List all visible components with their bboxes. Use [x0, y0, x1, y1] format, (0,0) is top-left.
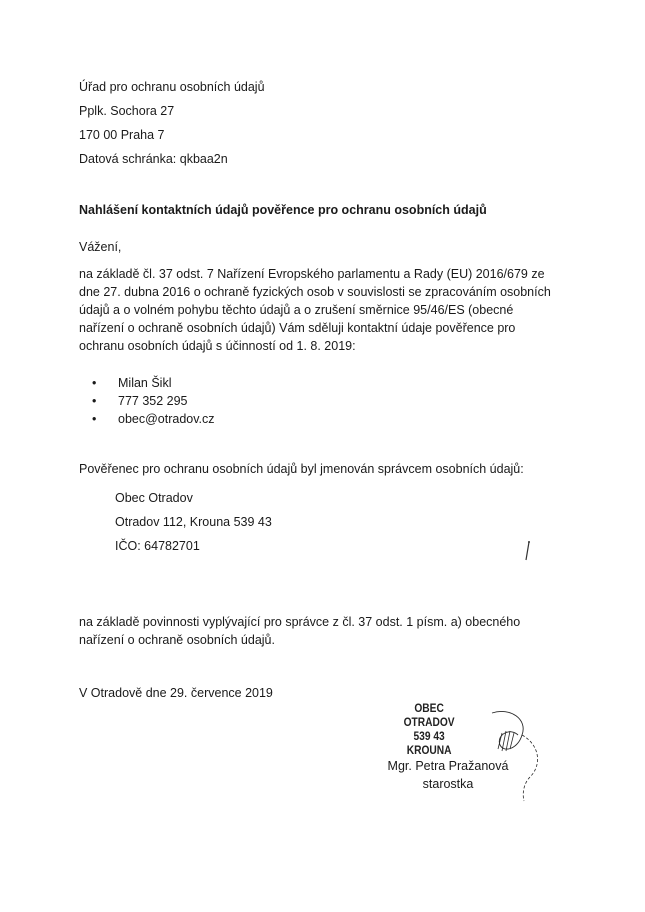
- pen-mark-icon: [522, 540, 532, 562]
- contact-email: • obec@otradov.cz: [92, 410, 215, 428]
- signer-block: [383, 757, 513, 793]
- basis-line: na základě povinnosti vyplývající pro správce z čl. 37 odst. 1 písm. a) obecného: [79, 615, 521, 629]
- appointed-statement: Pověřenec pro ochranu osobních údajů byl jmenován správcem osobních údajů:: [79, 462, 524, 476]
- salutation: Vážení,: [79, 240, 122, 254]
- contact-name: • Milan Šikl: [92, 374, 215, 392]
- controller-name: Obec Otradov: [115, 491, 193, 505]
- signer-role: starostka: [422, 777, 474, 791]
- intro-paragraph: [79, 265, 569, 355]
- controller-address: Otradov 112, Krouna 539 43: [115, 515, 272, 529]
- intro-line: ochranu osobních údajů s účinností od 1. 8. 2019:: [79, 339, 356, 353]
- intro-line: nařízení o ochraně osobních údajů) Vám sděluji kontaktní údaje pověřence pro: [79, 321, 516, 335]
- letter-subject: Nahlášení kontaktních údajů pověřence pro ochranu osobních údajů: [79, 203, 487, 217]
- signer-name: Mgr. Petra Pražanová: [387, 759, 509, 773]
- basis-paragraph: [79, 613, 569, 649]
- recipient-line-1: Úřad pro ochranu osobních údajů: [79, 80, 265, 94]
- basis-line: nařízení o ochraně osobních údajů.: [79, 633, 275, 647]
- intro-line: údajů a o volném pohybu těchto údajů a o zrušení směrnice 95/46/ES (obecné: [79, 303, 514, 317]
- recipient-line-2: Pplk. Sochora 27: [79, 104, 175, 118]
- stamp-line: 539 43 KROUNA: [406, 729, 452, 757]
- recipient-line-4: Datová schránka: qkbaa2n: [79, 152, 228, 166]
- stamp-line: OBEC: [414, 701, 444, 715]
- contact-list: [92, 374, 215, 428]
- stamp-line: OTRADOV: [403, 715, 455, 729]
- intro-line: na základě čl. 37 odst. 7 Nařízení Evropského parlamentu a Rady (EU) 2016/679 ze: [79, 267, 545, 281]
- official-stamp: [390, 701, 468, 757]
- intro-line: dne 27. dubna 2016 o ochraně fyzických osob v souvislosti se zpracováním osobních: [79, 285, 551, 299]
- controller-ico: IČO: 64782701: [115, 539, 200, 553]
- recipient-line-3: 170 00 Praha 7: [79, 128, 165, 142]
- contact-phone: • 777 352 295: [92, 392, 215, 410]
- place-date: V Otradově dne 29. července 2019: [79, 686, 273, 700]
